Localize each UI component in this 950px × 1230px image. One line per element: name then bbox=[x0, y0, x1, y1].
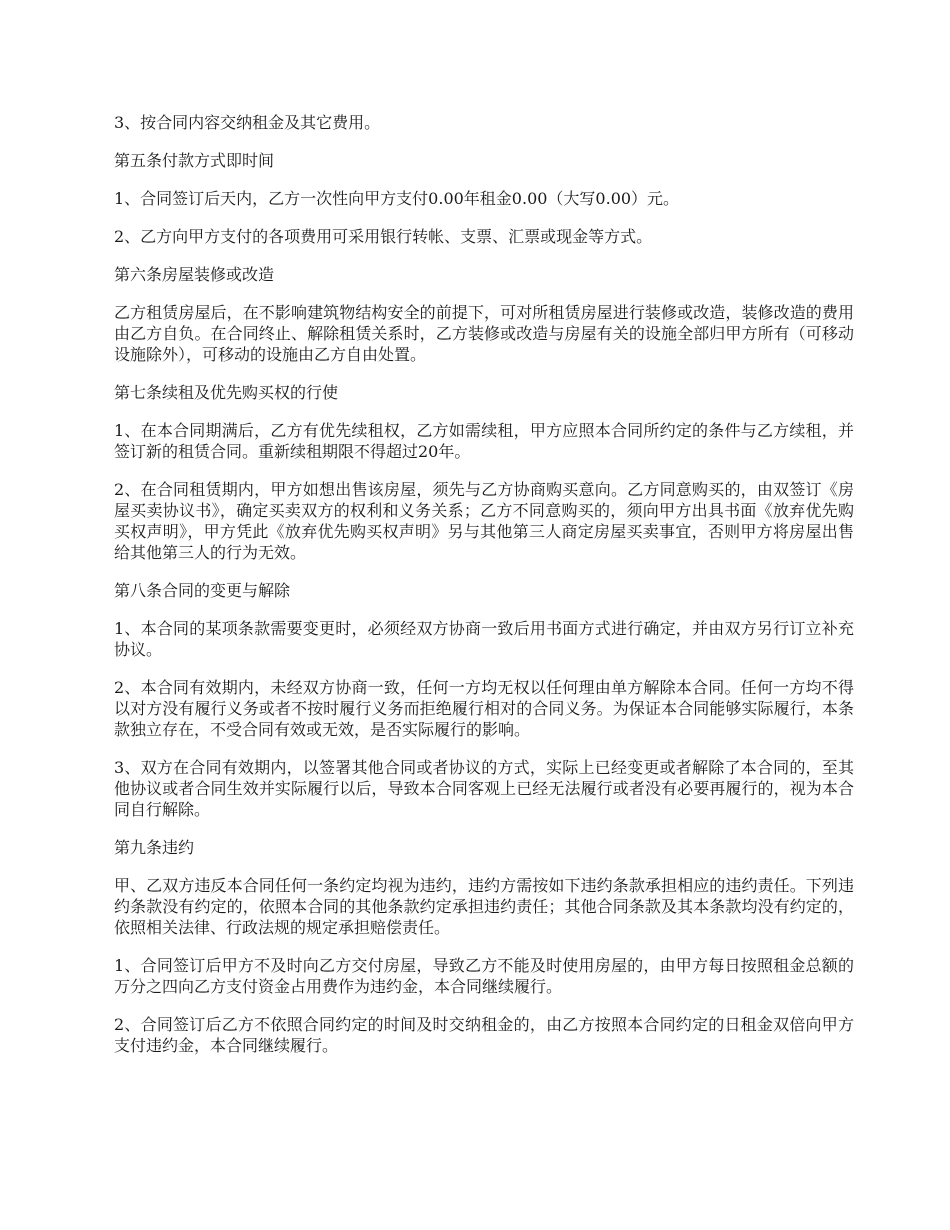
clause-text: 乙方租赁房屋后，在不影响建筑物结构安全的前提下，可对所租赁房屋进行装修或改造，装修改造的费用由乙方自负。在合同终止、解除租赁关系时，乙方装修或改造与房屋有关的设施全部归甲方所有（可移动设施除外），可移动的设施由乙方自由处置。 bbox=[114, 303, 854, 364]
clause-text: 1、在本合同期满后，乙方有优先续租权，乙方如需续租，甲方应照本合同所约定的条件与乙方续租，并签订新的租赁合同。重新续租期限不得超过20年。 bbox=[114, 421, 854, 461]
section-heading: 第八条合同的变更与解除 bbox=[114, 581, 291, 600]
clause-text: 1、合同签订后天内，乙方一次性向甲方支付0.00年租金0.00（大写0.00）元。 bbox=[114, 189, 680, 208]
clause-text: 2、合同签订后乙方不依照合同约定的时间及时交纳租金的，由乙方按照本合同约定的日租金双倍向甲方支付违约金，本合同继续履行。 bbox=[114, 1015, 854, 1055]
clause-text: 3、双方在合同有效期内，以签署其他合同或者协议的方式，实际上已经变更或者解除了本合同的，至其他协议或者合同生效并实际履行以后，导致本合同客观上已经无法履行或者没有必要再履行的，视为本合同自行解除。 bbox=[114, 758, 854, 819]
clause-text: 2、乙方向甲方支付的各项费用可采用银行转帐、支票、汇票或现金等方式。 bbox=[114, 227, 653, 246]
section-heading: 第六条房屋装修或改造 bbox=[114, 265, 275, 284]
document-page bbox=[114, 112, 854, 1073]
section-heading: 第七条续租及优先购买权的行使 bbox=[114, 383, 339, 402]
clause-text: 2、在合同租赁期内，甲方如想出售该房屋，须先与乙方协商购买意向。乙方同意购买的，由双签订《房屋买卖协议书》，确定买卖双方的权利和义务关系；乙方不同意购买的，须向甲方出具书面《放弃优先购买权声明》，甲方凭此《放弃优先购买权声明》另与其他第三人商定房屋买卖事宜，否则甲方将房屋出售给其他第三人的行为无效。 bbox=[114, 480, 854, 562]
clause-text: 2、本合同有效期内，未经双方协商一致，任何一方均无权以任何理由单方解除本合同。任何一方均不得以对方没有履行义务或者不按时履行义务而拒绝履行相对的合同义务。为保证本合同能够实际履行，本条款独立存在，不受合同有效或无效，是否实际履行的影响。 bbox=[114, 678, 854, 739]
section-heading: 第九条违约 bbox=[114, 838, 195, 857]
clause-text: 1、本合同的某项条款需要变更时，必须经双方协商一致后用书面方式进行确定，并由双方另行订立补充协议。 bbox=[114, 619, 854, 659]
section-heading: 第五条付款方式即时间 bbox=[114, 151, 275, 170]
clause-text: 1、合同签订后甲方不及时向乙方交付房屋，导致乙方不能及时使用房屋的，由甲方每日按照租金总额的万分之四向乙方支付资金占用费作为违约金，本合同继续履行。 bbox=[114, 956, 854, 996]
clause-text: 3、按合同内容交纳租金及其它费用。 bbox=[114, 113, 381, 132]
clause-text: 甲、乙双方违反本合同任何一条约定均视为违约，违约方需按如下违约条款承担相应的违约责任。下列违约条款没有约定的，依照本合同的其他条款约定承担违约责任；其他合同条款及其本条款均没有约定的，依照相关法律、行政法规的规定承担赔偿责任。 bbox=[114, 876, 854, 937]
